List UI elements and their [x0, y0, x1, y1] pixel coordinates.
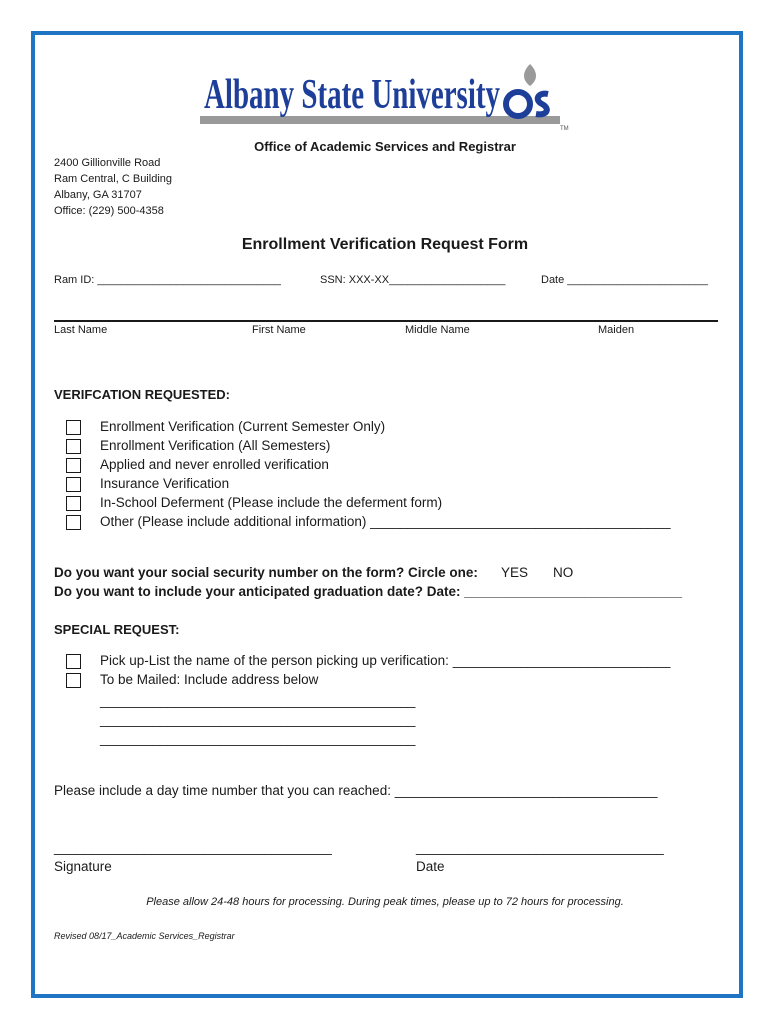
option-pick-up[interactable]: Pick up-List the name of the person picking up verification: _____________________________	[100, 653, 671, 668]
checkbox-insurance[interactable]	[66, 477, 81, 492]
form-title: Enrollment Verification Request Form	[241, 236, 529, 253]
maiden-name-label: Maiden	[598, 324, 635, 336]
option-all-semesters: Enrollment Verification (All Semesters)	[100, 438, 331, 453]
ssn-question: Do you want your social security number on the form? Circle one:	[54, 565, 478, 580]
address-line-3: Albany, GA 31707	[54, 189, 142, 201]
first-name-label: First Name	[252, 324, 306, 336]
checkbox-current-semester[interactable]	[66, 420, 81, 435]
no-option[interactable]: NO	[553, 565, 574, 580]
checkbox-pick-up[interactable]	[66, 654, 81, 669]
option-mailed: To be Mailed: Include address below	[100, 672, 319, 687]
mailing-address-line-1[interactable]: __________________________________________	[100, 693, 416, 708]
yes-option[interactable]: YES	[501, 565, 529, 580]
university-logo	[200, 60, 572, 132]
office-name: Office of Academic Services and Registrar	[254, 139, 516, 154]
signature-date-label: Date	[416, 859, 445, 874]
mailing-address-line-2[interactable]: __________________________________________	[100, 712, 416, 727]
option-never-enrolled: Applied and never enrolled verification	[100, 457, 329, 472]
office-phone: Office: (229) 500-4358	[54, 205, 164, 217]
ssn-field[interactable]: SSN: XXX-XX___________________	[320, 274, 506, 286]
last-name-label: Last Name	[54, 324, 108, 336]
revision-note: Revised 08/17_Academic Services_Registrar	[54, 931, 235, 941]
address-line-2: Ram Central, C Building	[54, 173, 172, 185]
option-insurance: Insurance Verification	[100, 476, 230, 491]
mailing-address-line-3[interactable]: __________________________________________	[100, 731, 416, 746]
option-current-semester: Enrollment Verification (Current Semester Only)	[100, 419, 386, 434]
logo-wordmark: Albany State University	[204, 72, 500, 118]
address-line-1: 2400 Gillionville Road	[54, 157, 161, 169]
svg-text:TM: TM	[560, 126, 569, 132]
signature-line[interactable]: _____________________________________	[54, 840, 332, 855]
daytime-phone-line[interactable]: Please include a day time number that you can reached: ___________________________________	[54, 783, 658, 798]
checkbox-mailed[interactable]	[66, 673, 81, 688]
date-field[interactable]: Date _______________________	[541, 274, 708, 286]
option-other[interactable]: Other (Please include additional information) ________________________________________	[100, 514, 671, 529]
signature-date-line[interactable]: _________________________________	[416, 840, 664, 855]
signature-label: Signature	[54, 859, 112, 874]
verification-heading: VERIFCATION REQUESTED:	[54, 387, 230, 402]
option-deferment: In-School Deferment (Please include the deferment form)	[100, 495, 443, 510]
ram-id-field[interactable]: Ram ID: ______________________________	[54, 274, 281, 286]
middle-name-label: Middle Name	[405, 324, 470, 336]
checkbox-all-semesters[interactable]	[66, 439, 81, 454]
graduation-date-question[interactable]: Do you want to include your anticipated graduation date? Date: _____________________________	[54, 584, 683, 599]
processing-note: Please allow 24-48 hours for processing. During peak times, please up to 72 hours for processing.	[146, 896, 624, 908]
checkbox-deferment[interactable]	[66, 496, 81, 511]
checkbox-never-enrolled[interactable]	[66, 458, 81, 473]
special-request-heading: SPECIAL REQUEST:	[54, 622, 180, 637]
checkbox-other[interactable]	[66, 515, 81, 530]
name-rule[interactable]	[54, 320, 718, 322]
